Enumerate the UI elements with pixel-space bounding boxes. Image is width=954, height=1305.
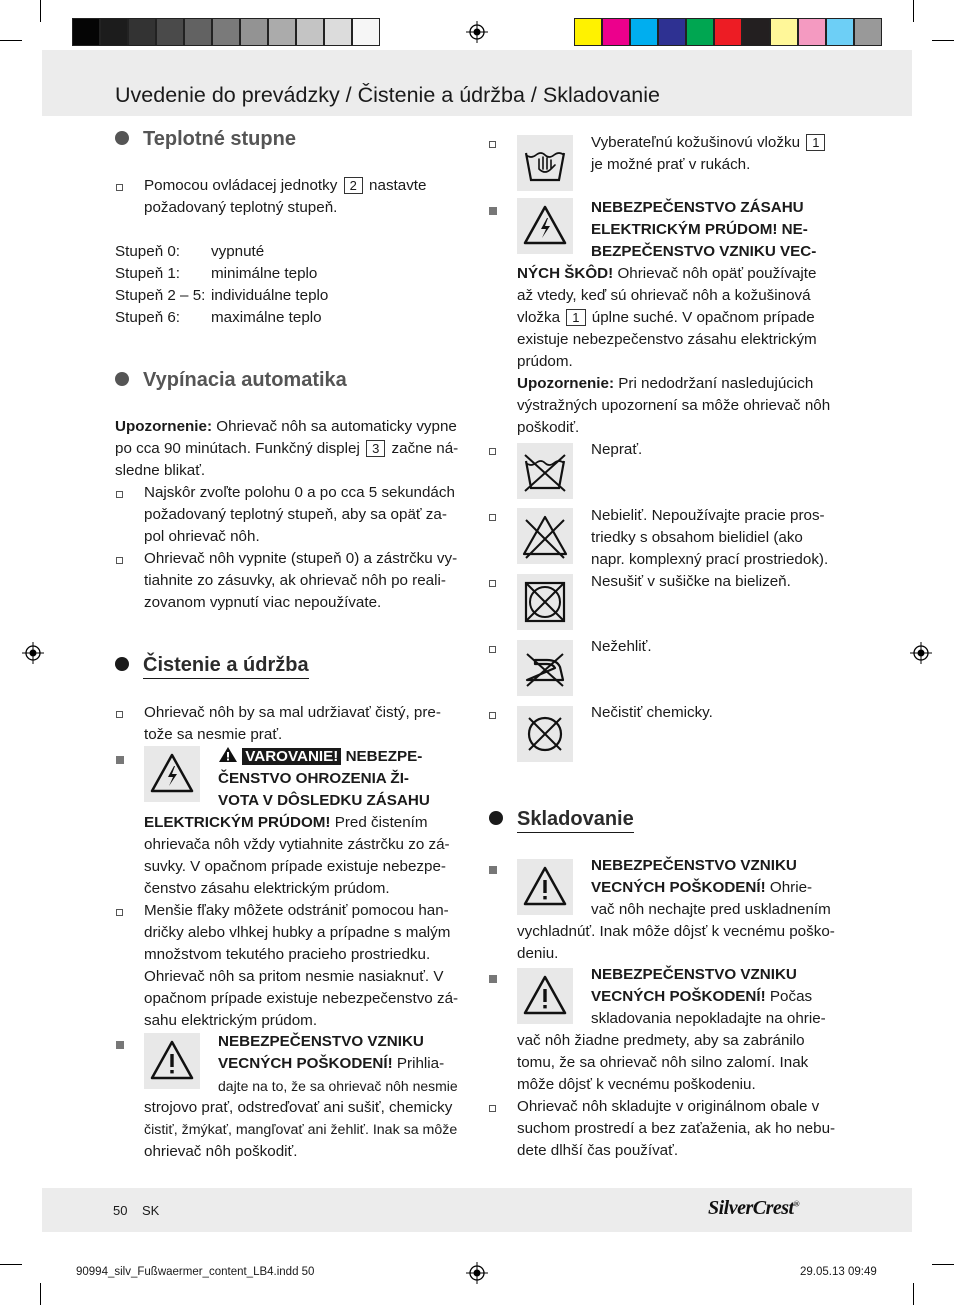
electric-hazard-icon (144, 746, 200, 802)
slug-file: 90994_silv_Fußwaermer_content_LB4.indd 50 (76, 1266, 315, 1278)
slug-date: 29.05.13 09:49 (800, 1266, 877, 1278)
warning-text: VECNÝCH POŠKODENÍ! Ohrie- (591, 879, 813, 896)
warning-text: VECNÝCH POŠKODENÍ! Počas (591, 988, 813, 1005)
list-bullet (489, 514, 496, 521)
crop-mark (0, 40, 22, 41)
section-heading-vypinacia: Vypínacia automatika (115, 369, 347, 392)
care-symbol-text: triedky s obsahom bielidiel (ako (591, 529, 803, 546)
paragraph-line: existuje nebezpečenstvo zásahu elektrickým (517, 331, 817, 348)
list-bullet (489, 448, 496, 455)
crop-mark (40, 1283, 41, 1305)
bullet-dot-icon (115, 131, 129, 145)
paragraph-line: Ohrievač nôh vypnite (stupeň 0) a zástrčku vy- (144, 550, 458, 567)
gray-swatch (156, 18, 184, 46)
color-swatch (826, 18, 854, 46)
list-bullet (489, 580, 496, 587)
warning-text: NEBEZPEČENSTVO VZNIKU (591, 966, 797, 983)
paragraph-line: vač nôh nechajte pred uskladnením (591, 901, 831, 918)
paragraph-line: poškodiť. (517, 419, 580, 436)
warning-text: ČENSTVO OHROZENIA ŽI- (218, 770, 409, 787)
no-dry-clean-icon (517, 706, 573, 762)
paragraph-line: čistiť, žmýkať, mangľovať ani žehliť. Inak sa môže (144, 1122, 458, 1138)
paragraph-line: požadovaný teplotný stupeň. (144, 199, 338, 216)
gray-swatch (324, 18, 352, 46)
warning-text: NEBEZPEČENSTVO VZNIKU (218, 1033, 424, 1050)
gray-swatch (352, 18, 380, 46)
gray-swatch (184, 18, 212, 46)
crop-mark (0, 1264, 22, 1265)
paragraph-line: tiahnite zo zásuvky, ak ohrievač nôh po reali- (144, 572, 446, 589)
paragraph-line: Upozornenie: Ohrievač nôh sa automaticky vypne (115, 418, 457, 435)
warning-text: VOTA V DÔSLEDKU ZÁSAHU (218, 792, 430, 809)
electric-hazard-icon (517, 198, 573, 254)
no-wash-icon (517, 443, 573, 499)
paragraph-line: až vtedy, keď sú ohrievač nôh a kožušinová (517, 287, 811, 304)
paragraph-line: sledne blikať. (115, 462, 206, 479)
warning-text: BEZPEČENSTVO VZNIKU VEC- (591, 243, 817, 260)
paragraph-line: Ohrievač nôh sa pritom nesmie nasiaknuť. V (144, 968, 444, 985)
no-iron-icon (517, 640, 573, 696)
warning-bullet (489, 975, 497, 983)
color-swatch (798, 18, 826, 46)
gray-swatch (72, 18, 100, 46)
list-bullet (116, 909, 123, 916)
list-bullet (489, 712, 496, 719)
paragraph-line: deniu. (517, 945, 559, 962)
care-symbol-text: Nečistiť chemicky. (591, 704, 713, 721)
level-value: maximálne teplo (211, 309, 322, 326)
paragraph-line: pol ohrievač nôh. (144, 528, 260, 545)
paragraph-line: Najskôr zvoľte polohu 0 a po cca 5 sekundách (144, 484, 455, 501)
paragraph-line: po cca 90 minútach. Funkčný displej 3 začne ná- (115, 440, 459, 457)
warning-text: VAROVANIE! NEBEZPE- (218, 746, 422, 768)
warning-text: NÝCH ŠKÔD! Ohrievač nôh opäť používajte (517, 265, 817, 282)
part-ref-badge: 1 (566, 309, 585, 326)
crop-mark (932, 1264, 954, 1265)
paragraph-line: vložka 1 úplne suché. V opačnom prípade (517, 309, 815, 326)
paragraph-line: Upozornenie: Pri nedodržaní nasledujúcich (517, 375, 814, 392)
paragraph-line: strojovo prať, odstreďovať ani sušiť, chemicky (144, 1099, 453, 1116)
paragraph-line: výstražných upozornení sa môže ohrievač nôh (517, 397, 831, 414)
registration-mark-icon (910, 642, 932, 664)
paragraph-line: opačnom prípade existuje nebezpečenstvo zá- (144, 990, 459, 1007)
registration-mark-icon (466, 1262, 488, 1284)
paragraph-line: tože sa nesmie prať. (144, 726, 283, 743)
paragraph-line: Ohrievač nôh by sa mal udržiavať čistý, pre- (144, 704, 441, 721)
paragraph-line: ohrievač nôh poškodiť. (144, 1143, 298, 1160)
list-bullet (489, 646, 496, 653)
level-label: Stupeň 1: (115, 265, 181, 282)
crop-mark (932, 40, 954, 41)
warning-bullet (489, 207, 497, 215)
crop-mark (913, 1283, 914, 1305)
hand-wash-icon (517, 135, 573, 191)
color-swatch (658, 18, 686, 46)
warning-text: ELEKTRICKÝM PRÚDOM! NE- (591, 221, 808, 238)
paragraph-line: Menšie fľaky môžete odstrániť pomocou han- (144, 902, 449, 919)
paragraph-line: ohrievača nôh vždy vytiahnite zástrčku zo zá- (144, 836, 450, 853)
list-bullet (116, 711, 123, 718)
gray-swatch (128, 18, 156, 46)
warning-text: NEBEZPEČENSTVO ZÁSAHU (591, 199, 804, 216)
part-ref-badge: 3 (366, 440, 385, 457)
level-value: vypnuté (211, 243, 265, 260)
crop-mark (40, 0, 41, 22)
section-heading-cistenie: Čistenie a údržba (115, 654, 309, 677)
paragraph-line: skladovania nepokladajte na ohrie- (591, 1010, 826, 1027)
care-symbol-text: Neprať. (591, 441, 643, 458)
warning-text: NEBEZPEČENSTVO VZNIKU (591, 857, 797, 874)
part-ref-badge: 2 (344, 177, 363, 194)
page-title: Uvedenie do prevádzky / Čistenie a údržba / Skladovanie (115, 83, 660, 107)
warning-bullet (116, 756, 124, 764)
registration-mark-icon (22, 642, 44, 664)
paragraph-line: dričky alebo vlhkej hubky a prípadne s malým (144, 924, 451, 941)
warning-text: ELEKTRICKÝM PRÚDOM! Pred čistením (144, 814, 428, 831)
warning-label: VAROVANIE! (242, 748, 341, 765)
level-value: individuálne teplo (211, 287, 329, 304)
color-swatch (602, 18, 630, 46)
registration-mark-icon (466, 21, 488, 43)
caution-triangle-icon (517, 968, 573, 1024)
warning-bullet (116, 1041, 124, 1049)
care-symbol-text: Nežehliť. (591, 638, 652, 655)
list-bullet (489, 1105, 496, 1112)
list-bullet (116, 491, 123, 498)
paragraph-line: vač nôh žiadne predmety, aby sa zabránilo (517, 1032, 805, 1049)
caution-triangle-icon (517, 859, 573, 915)
section-heading-teplotne: Teplotné stupne (115, 128, 296, 151)
color-swatch (630, 18, 658, 46)
paragraph-line: sahu elektrickým prúdom. (144, 1012, 318, 1029)
list-bullet (116, 557, 123, 564)
caution-triangle-icon (144, 1033, 200, 1089)
paragraph-line: vychladnúť. Inak môže dôjsť k vecnému poško- (517, 923, 835, 940)
paragraph-line: prúdom. (517, 353, 573, 370)
paragraph-line: požadovaný teplotný stupeň, aby sa opäť za- (144, 506, 447, 523)
paragraph-line: suchom prostredí a bez zaťaženia, ak ho nebu- (517, 1120, 836, 1137)
level-label: Stupeň 0: (115, 243, 181, 260)
care-symbol-text: napr. komplexný prací prostriedok). (591, 551, 829, 568)
paragraph-line: dete dlhší čas používať. (517, 1142, 679, 1159)
gray-swatch (268, 18, 296, 46)
brand-logo: SilverCrest® (708, 1197, 800, 1219)
paragraph-line: suvky. V opačnom prípade existuje nebezpe- (144, 858, 446, 875)
crop-mark (913, 0, 914, 22)
warning-triangle-icon (218, 746, 238, 763)
language-code: SK (142, 1203, 160, 1218)
level-label: Stupeň 2 – 5: (115, 287, 206, 304)
list-bullet (489, 141, 496, 148)
list-bullet (116, 184, 123, 191)
level-value: minimálne teplo (211, 265, 318, 282)
gray-swatch (212, 18, 240, 46)
care-symbol-text: Nesušiť v sušičke na bielizeň. (591, 573, 791, 590)
paragraph-line: môže dôjsť k vecnému poškodeniu. (517, 1076, 756, 1093)
color-swatch (714, 18, 742, 46)
paragraph-line: tomu, že sa ohrievač nôh silno zalomí. Inak (517, 1054, 809, 1071)
grayscale-color-bar (72, 18, 380, 46)
care-symbol-text: Nebieliť. Nepoužívajte pracie pros- (591, 507, 825, 524)
paragraph-line: Ohrievač nôh skladujte v originálnom obale v (517, 1098, 820, 1115)
paragraph-line: čenstvo zásahu elektrickým prúdom. (144, 880, 390, 897)
process-color-bar (574, 18, 882, 46)
level-label: Stupeň 6: (115, 309, 181, 326)
color-swatch (686, 18, 714, 46)
color-swatch (574, 18, 602, 46)
paragraph-line: dajte na to, že sa ohrievač nôh nesmie (218, 1078, 458, 1094)
paragraph-line: zovanom vypnutí viac nepoužívate. (144, 594, 382, 611)
section-heading-skladovanie: Skladovanie (489, 808, 634, 831)
paragraph-line: množstvom tekutého pracieho prostriedku. (144, 946, 431, 963)
color-swatch (854, 18, 882, 46)
paragraph-line: je možné prať v rukách. (591, 156, 751, 173)
bullet-dot-icon (115, 657, 129, 671)
warning-text: VECNÝCH POŠKODENÍ! Prihlia- (218, 1055, 445, 1072)
paragraph-line: Vyberateľnú kožušinovú vložku 1 (591, 132, 827, 154)
gray-swatch (240, 18, 268, 46)
gray-swatch (296, 18, 324, 46)
gray-swatch (100, 18, 128, 46)
color-swatch (742, 18, 770, 46)
page-number: 50 (113, 1203, 128, 1218)
paragraph-line: Pomocou ovládacej jednotky 2 nastavte (144, 177, 427, 194)
no-bleach-icon (517, 508, 573, 564)
bullet-dot-icon (489, 811, 503, 825)
part-ref-badge: 1 (806, 134, 825, 151)
no-tumble-dry-icon (517, 574, 573, 630)
color-swatch (770, 18, 798, 46)
warning-bullet (489, 866, 497, 874)
bullet-dot-icon (115, 372, 129, 386)
